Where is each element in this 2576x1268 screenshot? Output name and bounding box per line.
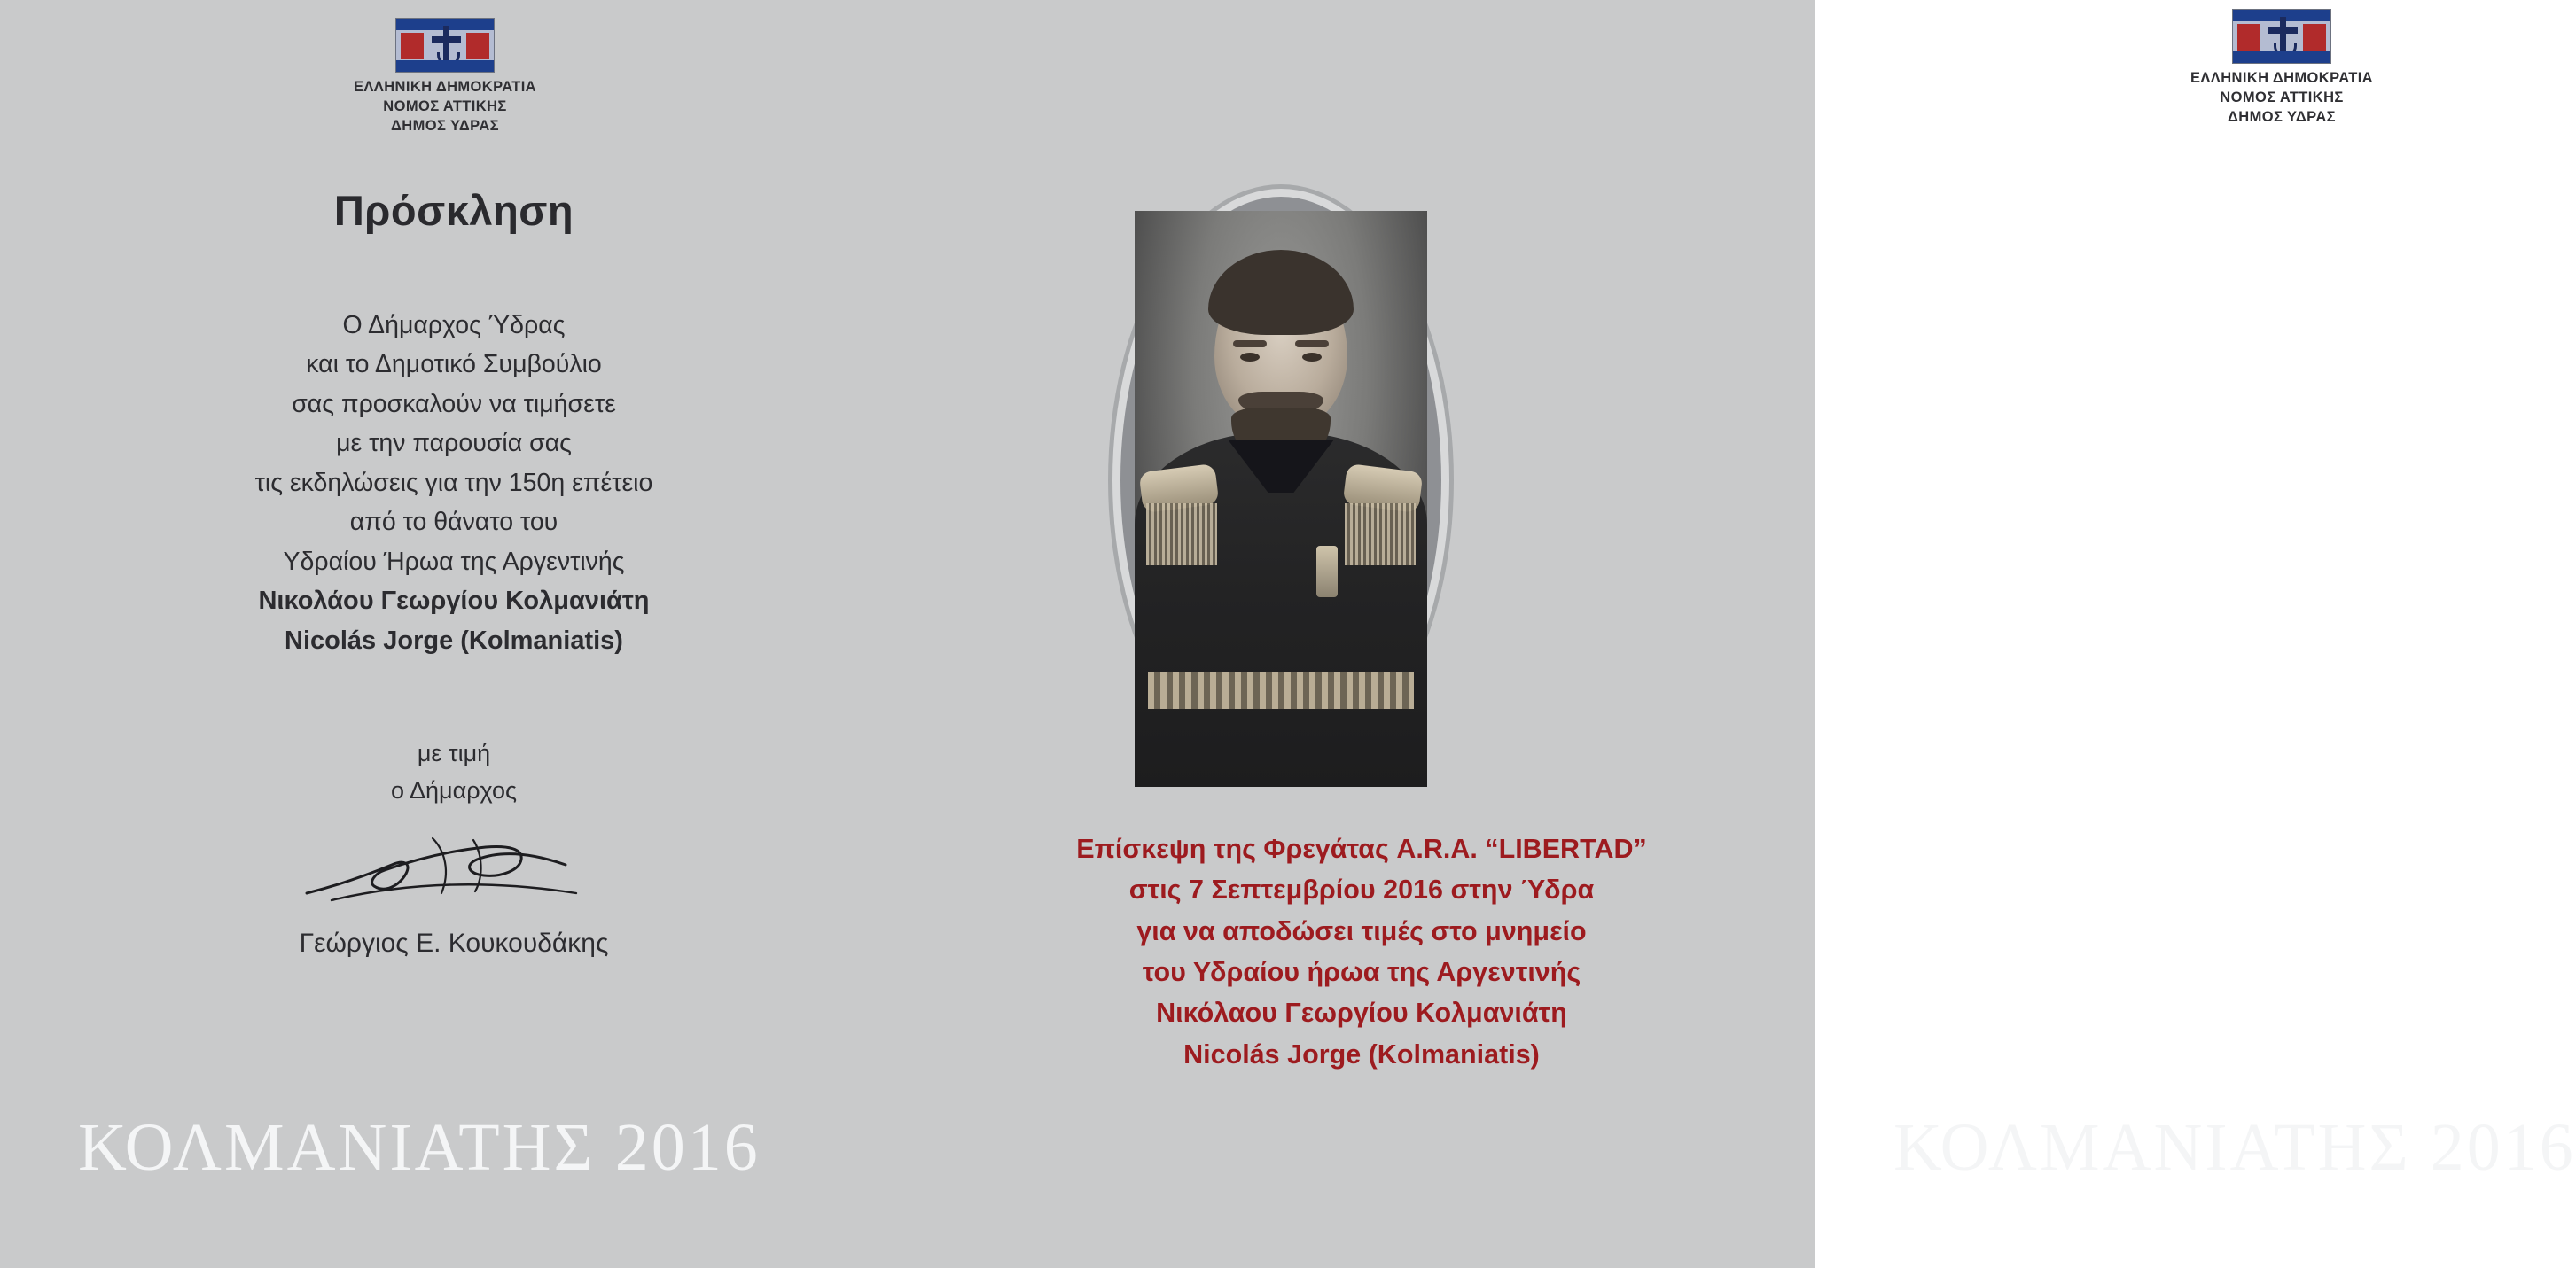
announcement-line: στις 7 Σεπτεμβρίου 2016 στην Ύδρα bbox=[1128, 875, 1595, 906]
invitation-line: και το Δημοτικό Συμβούλιο bbox=[306, 350, 602, 379]
honoree-name-latin: Nicolás Jorge (Kolmaniatis) bbox=[285, 626, 623, 656]
left-panel bbox=[0, 0, 908, 1268]
invitation-line: σας προσκαλούν να τιμήσετε bbox=[292, 389, 616, 418]
honoree-name-greek: Νικολάου Γεωργίου Κολμανιάτη bbox=[258, 587, 650, 616]
crest-line-3: ΔΗΜΟΣ ΥΔΡΑΣ bbox=[391, 117, 499, 134]
invitation-line: από το θάνατο του bbox=[349, 508, 558, 537]
crest-line-1: ΕΛΛΗΝΙΚΗ ΔΗΜΟΚΡΑΤΙΑ bbox=[2190, 70, 2373, 86]
invitation-line: με την παρουσία σας bbox=[336, 429, 572, 458]
crest-line-2: ΝΟΜΟΣ ΑΤΤΙΚΗΣ bbox=[2220, 89, 2344, 105]
hydra-municipality-emblem-icon bbox=[2232, 9, 2331, 64]
signer-name: Γεώργιος Ε. Κουκουδάκης bbox=[299, 929, 609, 958]
crest-line-2: ΝΟΜΟΣ ΑΤΤΙΚΗΣ bbox=[383, 97, 507, 114]
closing-line-2: ο Δήμαρχος bbox=[390, 776, 518, 804]
signature-icon bbox=[300, 824, 619, 922]
invitation-line: Υδραίου Ήρωα της Αργεντινής bbox=[283, 547, 625, 576]
banner-right: ΚΟΛΜΑΝΙΑΤΗΣ 2016 bbox=[1893, 1110, 2576, 1185]
crest-line-1: ΕΛΛΗΝΙΚΗ ΔΗΜΟΚΡΑΤΙΑ bbox=[353, 79, 536, 95]
crest-block-left bbox=[259, 18, 631, 136]
announcement-line: Nicolás Jorge (Kolmaniatis) bbox=[1183, 1039, 1540, 1070]
visit-announcement bbox=[908, 828, 1815, 1075]
hydra-municipality-emblem-icon bbox=[395, 18, 495, 73]
closing-line-1: με τιμή bbox=[417, 740, 491, 766]
banner-left: ΚΟΛΜΑΝΙΑΤΗΣ 2016 bbox=[78, 1110, 761, 1185]
announcement-line: για να αποδώσει τιμές στο μνημείο bbox=[1136, 915, 1587, 946]
crest-text-left bbox=[259, 78, 631, 136]
invitation-line: τις εκδηλώσεις για την 150η επέτειο bbox=[254, 468, 653, 497]
announcement-line: Επίσκεψη της Φρεγάτας A.R.A. “LIBERTAD” bbox=[1076, 834, 1647, 864]
crest-block-right bbox=[2096, 9, 2468, 127]
crest-text-right bbox=[2096, 69, 2468, 127]
portrait bbox=[1120, 197, 1441, 764]
crest-line-3: ΔΗΜΟΣ ΥΔΡΑΣ bbox=[2228, 108, 2336, 125]
closing-block bbox=[0, 735, 908, 810]
page-title: Πρόσκληση bbox=[333, 187, 574, 234]
invitation-body bbox=[0, 306, 908, 662]
invitation-line: Ο Δήμαρχος Ύδρας bbox=[342, 311, 566, 339]
portrait-image bbox=[1135, 211, 1427, 750]
announcement-line: Νικόλαου Γεωργίου Κολμανιάτη bbox=[1156, 998, 1567, 1029]
announcement-line: του Υδραίου ήρωα της Αργεντινής bbox=[1142, 957, 1581, 988]
